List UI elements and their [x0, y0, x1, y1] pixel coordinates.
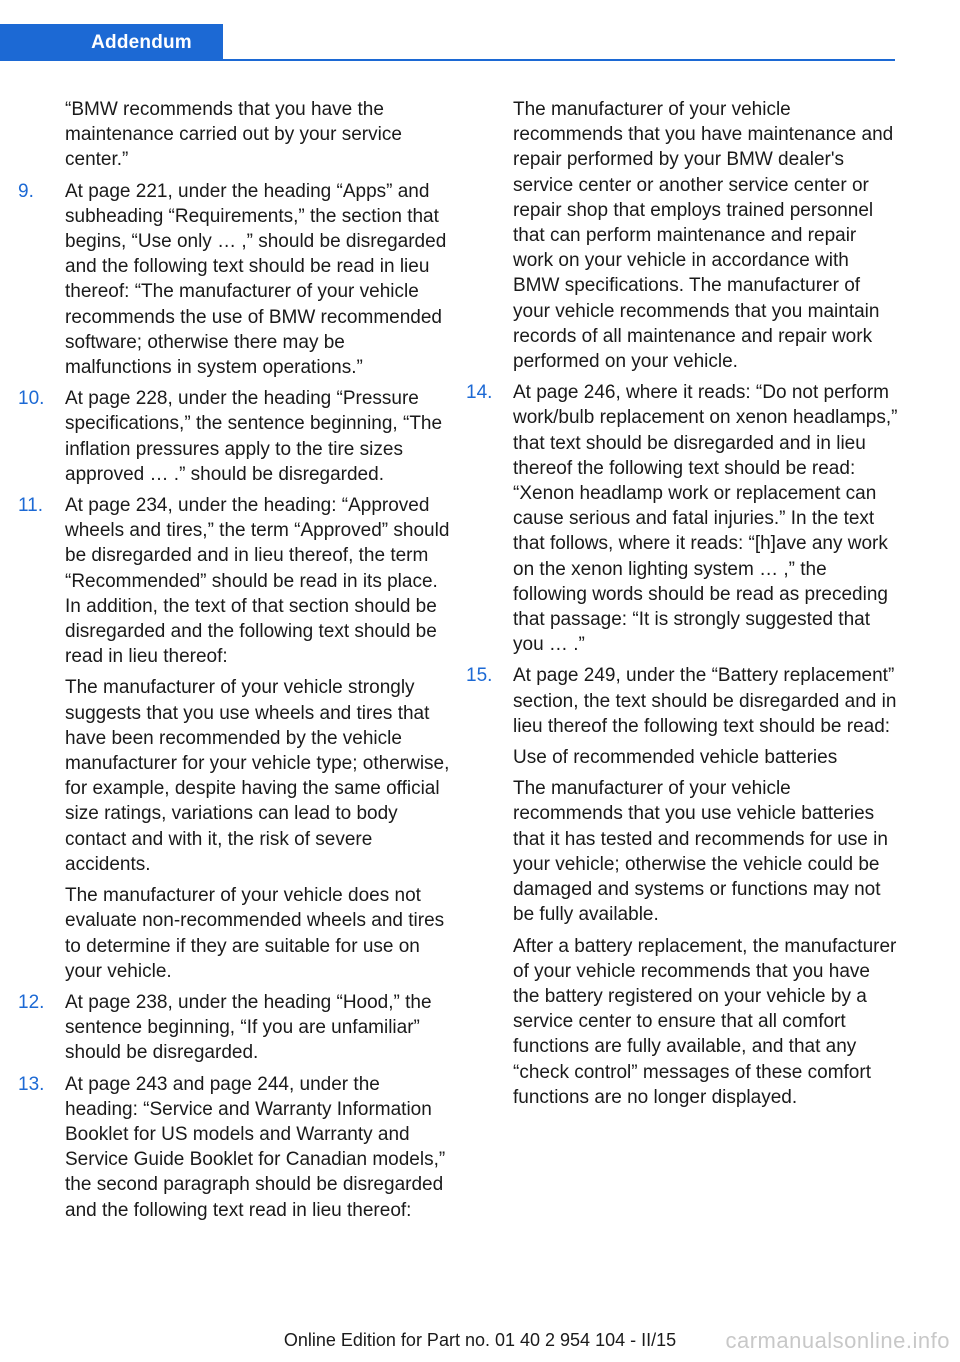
item-paragraph: At page 228, under the heading “Pressure specifications,” the sentence beginning, “The inflation pressures apply to the tire sizes approved … .” should be disregarded. — [65, 388, 443, 485]
item-paragraph: At page 249, under the “Battery replacement” section, the text should be disregarded and in lieu thereof the following text should be read: — [513, 665, 897, 737]
list-item — [18, 990, 450, 1066]
item-paragraph: At page 246, where it reads: “Do not perform work/bulb replacement on xenon headlamps,” that text should be disregarded and in lieu thereof the following text should be read: “Xenon headlamp work or replacement can cause serious and fatal injuries.” In the text that follows, where it reads: “[h]ave any work on the xenon lighting system … ,” the following words should be read as preceding that passage: “It is strongly suggested that you … .” — [513, 382, 898, 656]
intro-paragraph: “BMW recommends that you have the maintenance carried out by your service center.” — [65, 99, 402, 171]
item-paragraph: The manufacturer of your vehicle recommends that you use vehicle batteries that it has tested and recommends for use in your vehicle; otherwise the vehicle could be damaged and systems or functions may not be fully available. — [513, 778, 888, 926]
item-paragraph: The manufacturer of your vehicle strongly suggests that you use wheels and tires that have been recommended by the vehicle manufacturer for your vehicle type; otherwise, for example, despite having the same official size ratings, variations can lead to body contact and with it, the risk of severe accidents. — [65, 677, 450, 875]
item-number: 15. — [466, 665, 493, 687]
intro-paragraph: The manufacturer of your vehicle recommends that you have maintenance and repair performed by your BMW dealer's service center or another service center or repair shop that employs trained personnel that can perform maintenance and repair work on your vehicle in accordance with BMW specifications. The manufacturer of your vehicle recommends that you maintain records of all maintenance and repair work performed on your vehicle. — [513, 99, 894, 373]
list-item — [18, 493, 450, 984]
header-rule — [223, 59, 895, 61]
item-number: 14. — [466, 382, 493, 404]
item-paragraph: At page 243 and page 244, under the heading: “Service and Warranty Information Booklet for US models and Warranty and Service Guide Booklet for Canadian models,” the second paragraph should be disregarded and the following text read in lieu thereof: — [65, 1073, 446, 1221]
list-item — [18, 179, 450, 381]
footer-text: Online Edition for Part no. 01 40 2 954 104 - II/15 — [283, 1330, 677, 1350]
item-paragraph: The manufacturer of your vehicle does not evaluate non-recommended wheels and tires to determine if they are suitable for use on your vehicle. — [65, 885, 445, 982]
item-paragraph: At page 221, under the heading “Apps” and subheading “Requirements,” the section that begins, “Use only … ,” should be disregarded and the following text should be read in lieu thereof: “The manufacturer of your vehicle recommends the use of BMW recommended software; otherwise there may be malfunctions in system operations.” — [65, 180, 447, 379]
item-number: 11. — [18, 495, 44, 517]
item-paragraph: At page 238, under the heading “Hood,” the sentence beginning, “If you are unfamiliar” should be disregarded. — [65, 991, 432, 1064]
item-number: 12. — [18, 991, 45, 1013]
item-number: 13. — [18, 1073, 45, 1095]
watermark: carmanualsonline.info — [725, 1328, 950, 1353]
left-items — [18, 179, 450, 1223]
list-item — [18, 1072, 450, 1223]
section-title: Addendum — [91, 32, 192, 53]
item-number: 9. — [18, 180, 34, 202]
list-item — [18, 386, 450, 487]
section-tab — [0, 24, 223, 61]
right-items — [466, 380, 898, 1110]
list-item — [466, 663, 898, 1109]
item-paragraph: At page 234, under the heading: “Approved wheels and tires,” the term “Approved” should be disregarded and in lieu thereof, the term “Recommended” should be read in its place. In addition, the text of that section should be disregarded and the following text should be read in lieu thereof: — [65, 495, 450, 668]
item-paragraph: Use of recommended vehicle batteries — [513, 747, 838, 769]
item-number: 10. — [18, 388, 45, 410]
right-column — [466, 97, 898, 1116]
list-item — [466, 380, 898, 657]
left-column — [18, 97, 450, 1229]
item-paragraph: After a battery replacement, the manufacturer of your vehicle recommends that you have the battery registered on your vehicle by a service center to ensure that all comfort functions are fully available, and that any “check control” messages of these comfort functions are no longer displayed. — [513, 935, 897, 1108]
